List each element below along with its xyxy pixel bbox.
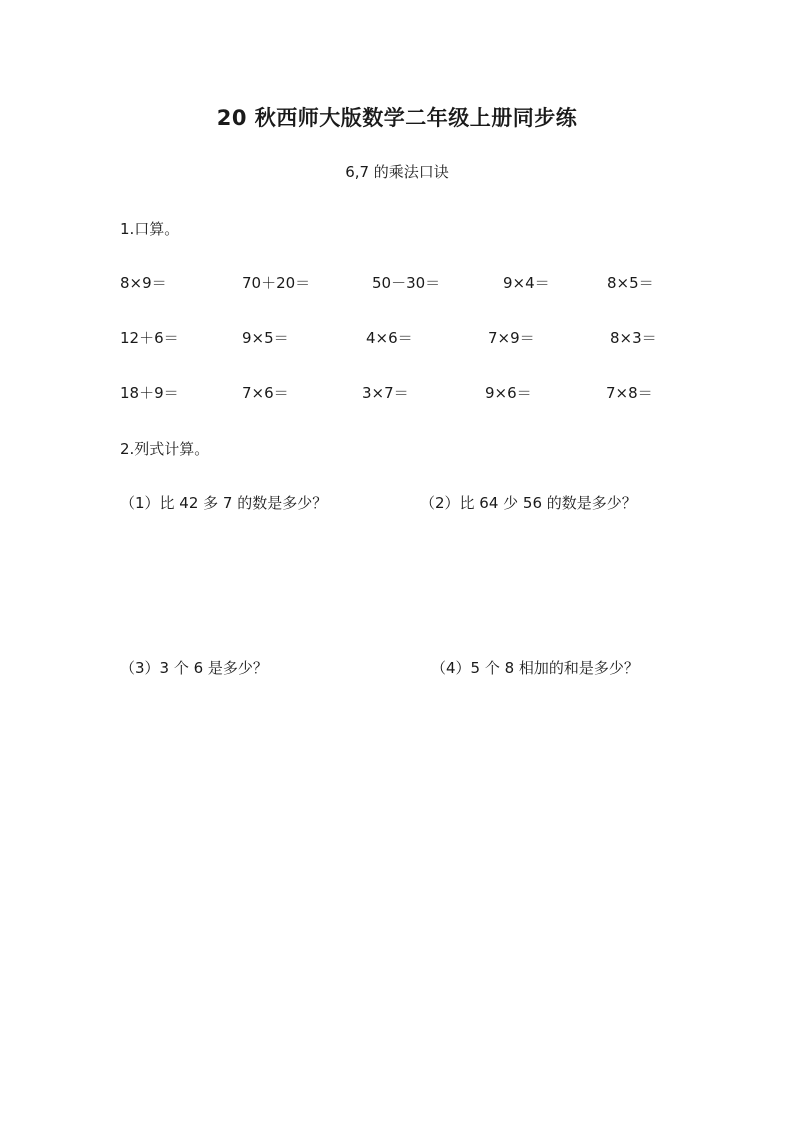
calc-item: 7×8＝ <box>606 384 653 402</box>
calc-row-1 <box>0 272 794 294</box>
page-title: 20 秋西师大版数学二年级上册同步练 <box>216 106 578 130</box>
section-1-heading: 1.口算。 <box>120 220 180 238</box>
section-2-heading: 2.列式计算。 <box>120 440 210 458</box>
calc-item: 18＋9＝ <box>120 384 179 402</box>
calc-item: 3×7＝ <box>362 384 409 402</box>
calc-item: 8×5＝ <box>607 274 654 292</box>
calc-row-3 <box>0 382 794 404</box>
calc-item: 9×4＝ <box>503 274 550 292</box>
question-3: （3）3 个 6 是多少？ <box>120 659 268 677</box>
question-4: （4）5 个 8 相加的和是多少？ <box>431 659 639 677</box>
calc-item: 8×9＝ <box>120 274 167 292</box>
calc-item: 7×9＝ <box>488 329 535 347</box>
calc-item: 8×3＝ <box>610 329 657 347</box>
question-1: （1）比 42 多 7 的数是多少？ <box>120 494 328 512</box>
calc-item: 7×6＝ <box>242 384 289 402</box>
page-subtitle: 6,7 的乘法口诀 <box>345 163 449 181</box>
calc-item: 70＋20＝ <box>242 274 311 292</box>
calc-item: 50－30＝ <box>372 274 441 292</box>
calc-item: 4×6＝ <box>366 329 413 347</box>
question-2: （2）比 64 少 56 的数是多少？ <box>420 494 637 512</box>
calc-row-2 <box>0 327 794 349</box>
calc-item: 12＋6＝ <box>120 329 179 347</box>
calc-item: 9×6＝ <box>485 384 532 402</box>
calc-item: 9×5＝ <box>242 329 289 347</box>
